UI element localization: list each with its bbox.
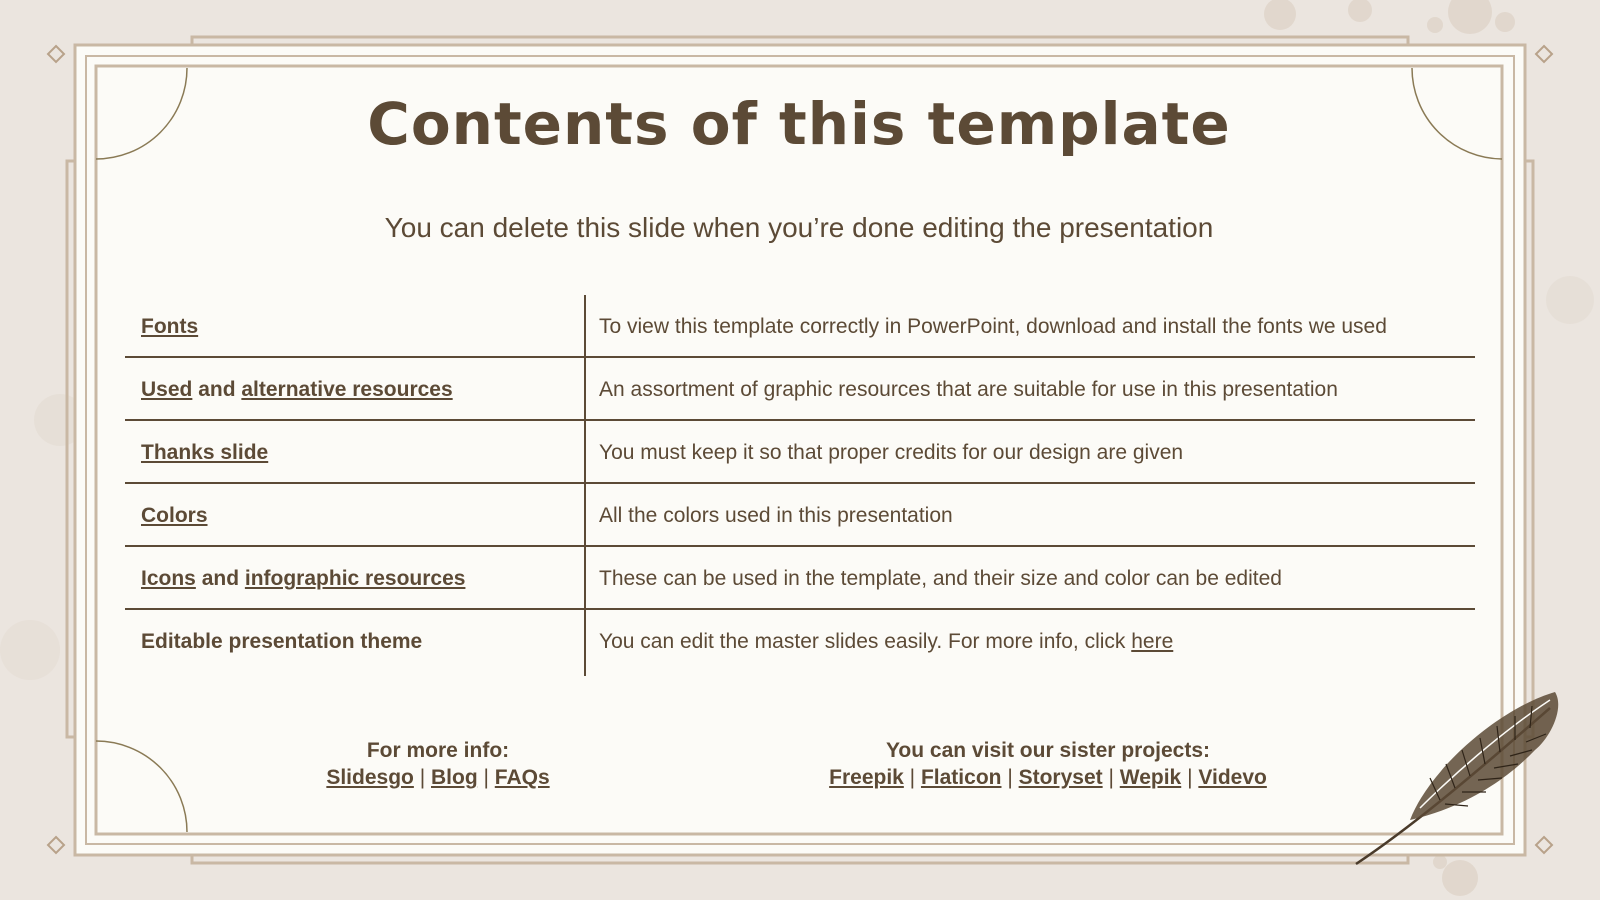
row-description (599, 484, 953, 547)
right-text: All the colors used in this presentation (599, 504, 953, 527)
row-description (599, 295, 1387, 358)
row-label (141, 610, 422, 673)
feather-quill-icon (1350, 688, 1590, 868)
link-thanks-slide[interactable]: Thanks slide (141, 441, 269, 464)
row-description (599, 547, 1282, 610)
table-row (125, 610, 1475, 673)
right-text: You must keep it so that proper credits for our design are given (599, 441, 1184, 464)
row-label (141, 421, 268, 484)
link-infographic-resources[interactable]: infographic resources (244, 567, 466, 590)
page-subtitle: You can delete this slide when you’re done editing the presentation (384, 212, 1214, 243)
right-text: An assortment of graphic resources that are suitable for use in this presentation (599, 378, 1338, 401)
link-here[interactable]: here (1131, 630, 1174, 653)
link-storyset[interactable]: Storyset (1018, 766, 1103, 789)
row-description (599, 421, 1183, 484)
page-title: Contents of this template (367, 90, 1231, 158)
left-text: and (195, 567, 245, 590)
row-label (141, 295, 198, 358)
link-flaticon[interactable]: Flaticon (920, 766, 1002, 789)
right-text: You can edit the master slides easily. For more info, click (599, 630, 1132, 653)
link-videvo[interactable]: Videvo (1198, 766, 1267, 789)
link-slidesgo[interactable]: Slidesgo (326, 766, 414, 789)
footer-sister-projects (748, 737, 1348, 791)
link-blog[interactable]: Blog (431, 766, 478, 789)
link-alternative-resources[interactable]: alternative resources (241, 378, 453, 401)
link-separator: | (477, 766, 495, 789)
link-colors[interactable]: Colors (141, 504, 208, 527)
footer-sister-projects-heading: You can visit our sister projects: (885, 739, 1211, 762)
right-text: These can be used in the template, and their size and color can be edited (599, 567, 1282, 590)
link-separator: | (903, 766, 921, 789)
link-used[interactable]: Used (141, 378, 193, 401)
table-column-divider (584, 295, 586, 676)
footer-more-info-links (238, 764, 638, 791)
table-row (125, 421, 1475, 484)
table-row (125, 358, 1475, 421)
row-label (141, 547, 465, 610)
contents-table (125, 295, 1475, 673)
link-separator: | (1181, 766, 1199, 789)
right-text: To view this template correctly in PowerPoint, download and install the fonts we used (599, 315, 1387, 338)
table-row (125, 547, 1475, 610)
link-icons[interactable]: Icons (141, 567, 196, 590)
link-separator: | (1102, 766, 1120, 789)
table-row (125, 484, 1475, 547)
row-label (141, 358, 453, 421)
link-faqs[interactable]: FAQs (494, 766, 550, 789)
link-freepik[interactable]: Freepik (829, 766, 904, 789)
table-row (125, 295, 1475, 358)
left-text: and (192, 378, 242, 401)
footer-sister-projects-links (748, 764, 1348, 791)
footer-more-info (238, 737, 638, 791)
link-fonts[interactable]: Fonts (141, 315, 199, 338)
footer-more-info-heading: For more info: (366, 739, 510, 762)
row-label (141, 484, 208, 547)
row-description (599, 610, 1173, 673)
left-text: Editable presentation theme (141, 630, 423, 653)
link-wepik[interactable]: Wepik (1119, 766, 1182, 789)
row-description (599, 358, 1338, 421)
link-separator: | (1001, 766, 1019, 789)
link-separator: | (413, 766, 431, 789)
